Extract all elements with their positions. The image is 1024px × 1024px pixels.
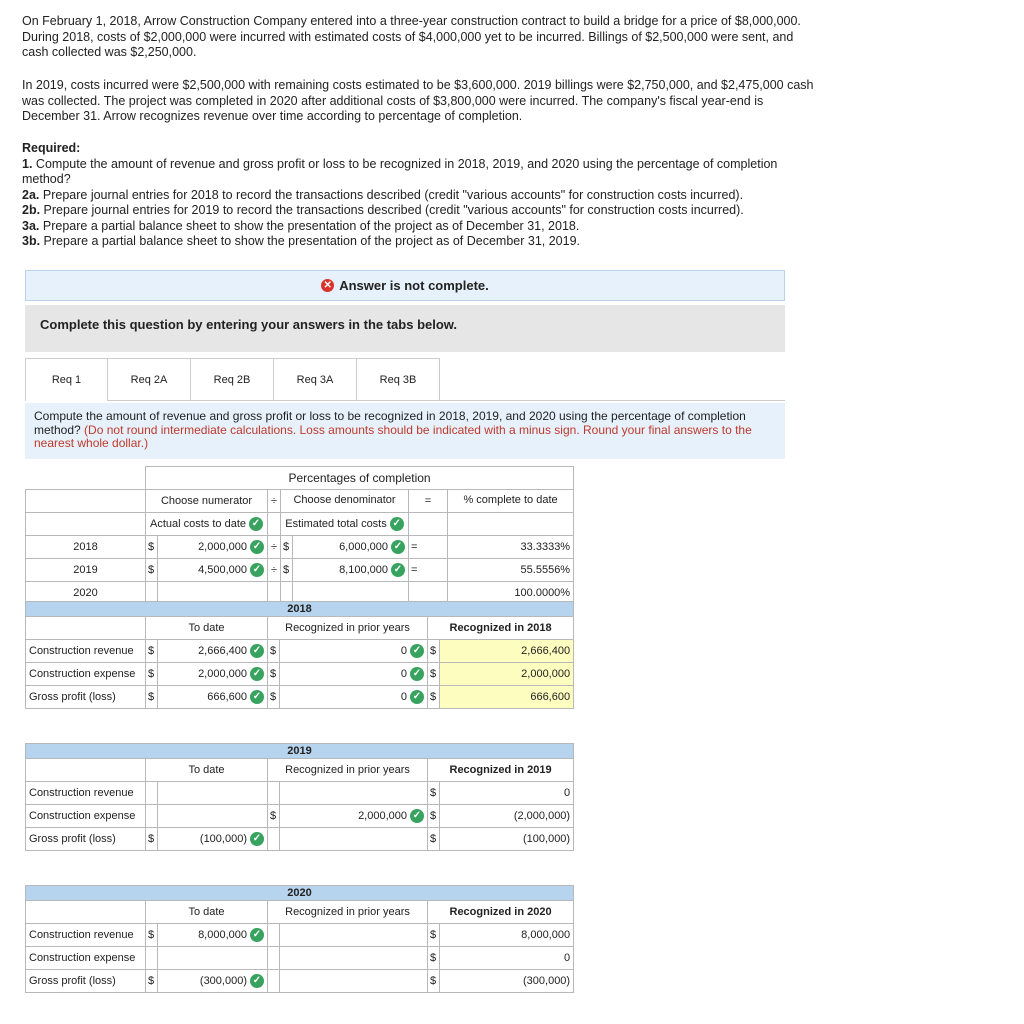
check-icon: ✓: [410, 667, 424, 681]
check-icon: ✓: [390, 517, 404, 531]
revenue-prior-2020[interactable]: [280, 924, 428, 947]
table-row: Gross profit (loss) $ (100,000) ✓ $ (100,000): [26, 828, 574, 851]
requirement-2b: 2b. Prepare journal entries for 2019 to record the transactions described (credit "various accounts" for construction costs incurred).: [22, 203, 744, 217]
year-header-2018: 2018: [26, 602, 574, 617]
table-row: 2018 $ 2,000,000 ✓ ÷ $ 6,000,000 ✓ = 33.3333%: [26, 535, 574, 558]
gp-prior-2020[interactable]: [280, 970, 428, 993]
requirement-tabs: [25, 358, 440, 401]
check-icon: ✓: [250, 644, 264, 658]
numerator-select[interactable]: Actual costs to date ✓: [146, 512, 268, 535]
table-row: Construction revenue $ 0: [26, 782, 574, 805]
result-header: % complete to date: [448, 489, 574, 512]
question-instruction: [25, 403, 785, 459]
gp-to-date-2018[interactable]: 666,600 ✓: [158, 686, 268, 709]
percent-completion-table: [25, 466, 574, 605]
check-icon: ✓: [250, 563, 264, 577]
table-row: Gross profit (loss) $ 666,600 ✓ $ 0 ✓ $ 666,600: [26, 686, 574, 709]
recognition-table-2018: 2018 To date Recognized in prior years Recognized in 2018 Construction revenue $ 2,666,400 ✓ $ 0 ✓ $ 2,666,400 Construction expense $ 2,000,000 ✓ $ 0 ✓ $ 2,000,000 Gross profit (loss) $ 666,600 ✓ $ 0 ✓ $ 666,600: [25, 601, 574, 709]
denominator-header: Choose denominator: [281, 489, 409, 512]
check-icon: ✓: [250, 540, 264, 554]
check-icon: ✓: [249, 517, 263, 531]
problem-paragraph-1: On February 1, 2018, Arrow Construction Company entered into a three-year construction contract to build a bridge for a price of $8,000,000. During 2018, costs of $2,000,000 were incurred with estimated costs of $4,000,000 yet to be incurred. Billings of $2,500,000 were sent, and cash collected was $2,250,000.: [22, 14, 801, 59]
requirement-3b: 3b. Prepare a partial balance sheet to show the presentation of the project as of December 31, 2019.: [22, 234, 580, 248]
tab-req-3a[interactable]: Req 3A: [274, 358, 357, 401]
check-icon: ✓: [250, 832, 264, 846]
numerator-input-2018[interactable]: 2,000,000 ✓: [158, 535, 268, 558]
tabs-divider: [108, 400, 785, 401]
check-icon: ✓: [391, 563, 405, 577]
tab-req-2b[interactable]: Req 2B: [191, 358, 274, 401]
expense-prior-2018[interactable]: 0 ✓: [280, 663, 428, 686]
check-icon: ✓: [410, 644, 424, 658]
table-row: Gross profit (loss) $ (300,000) ✓ $ (300,000): [26, 970, 574, 993]
recognition-table-2020: 2020 To date Recognized in prior years Recognized in 2020 Construction revenue $ 8,000,000 ✓ $ 8,000,000 Construction expense $ 0 Gross profit (loss) $ (300,000) ✓ $ (300,000): [25, 885, 574, 993]
revenue-to-date-2020[interactable]: 8,000,000 ✓: [158, 924, 268, 947]
table-row: Construction revenue $ 2,666,400 ✓ $ 0 ✓ $ 2,666,400: [26, 640, 574, 663]
table-row: 2019 $ 4,500,000 ✓ ÷ $ 8,100,000 ✓ = 55.5556%: [26, 558, 574, 581]
divide-symbol: ÷: [268, 489, 281, 512]
gp-to-date-2019[interactable]: (100,000) ✓: [158, 828, 268, 851]
problem-paragraph-2: In 2019, costs incurred were $2,500,000 with remaining costs estimated to be $3,600,000. 2019 billings were $2,750,000, and $2,475,000 cash was collected. The project was completed in 2020 after additional costs of $3,800,000 were incurred. The company's fiscal year-end is December 31. Arrow recognizes revenue over time according to percentage of completion.: [22, 78, 814, 123]
table-row: Construction expense $ 2,000,000 ✓ $ (2,000,000): [26, 805, 574, 828]
table-row: Construction expense $ 2,000,000 ✓ $ 0 ✓ $ 2,000,000: [26, 663, 574, 686]
expense-to-date-2019[interactable]: [158, 805, 268, 828]
check-icon: ✓: [410, 809, 424, 823]
table-row: 2020 100.0000%: [26, 581, 574, 604]
gp-prior-2019[interactable]: [280, 828, 428, 851]
gp-prior-2018[interactable]: 0 ✓: [280, 686, 428, 709]
requirement-2a: 2a. Prepare journal entries for 2018 to record the transactions described (credit "various accounts" for construction costs incurred).: [22, 187, 744, 202]
pct-title: Percentages of completion: [146, 467, 574, 490]
numerator-input-2019[interactable]: 4,500,000 ✓: [158, 558, 268, 581]
table-row: Construction expense $ 0: [26, 947, 574, 970]
expense-to-date-2018[interactable]: 2,000,000 ✓: [158, 663, 268, 686]
requirement-1: 1. Compute the amount of revenue and gross profit or loss to be recognized in 2018, 2019, and 2020 using the percentage of completion method?: [22, 156, 778, 186]
denominator-input-2019[interactable]: 8,100,000 ✓: [293, 558, 409, 581]
check-icon: ✓: [250, 974, 264, 988]
requirements: [22, 141, 822, 250]
revenue-to-date-2019[interactable]: [158, 782, 268, 805]
check-icon: ✓: [250, 928, 264, 942]
required-heading: Required:: [22, 141, 81, 155]
instruction-note: (Do not round intermediate calculations. Loss amounts should be indicated with a minus sign. Round your final answers to the nearest whole dollar.): [34, 422, 752, 450]
x-circle-icon: ✕: [321, 279, 334, 292]
expense-prior-2020[interactable]: [280, 947, 428, 970]
gp-to-date-2020[interactable]: (300,000) ✓: [158, 970, 268, 993]
answer-status-banner: [25, 270, 785, 301]
check-icon: ✓: [391, 540, 405, 554]
tab-req-1[interactable]: Req 1: [25, 358, 108, 401]
revenue-to-date-2018[interactable]: 2,666,400 ✓: [158, 640, 268, 663]
denominator-select[interactable]: Estimated total costs ✓: [281, 512, 409, 535]
equals-symbol: =: [409, 489, 448, 512]
tab-req-3b[interactable]: Req 3B: [357, 358, 440, 401]
instructions-box: [25, 305, 785, 352]
complete-instruction-text: Complete this question by entering your answers in the tabs below.: [40, 317, 458, 332]
year-header-2019: 2019: [26, 744, 574, 759]
table-row: Construction revenue $ 8,000,000 ✓ $ 8,000,000: [26, 924, 574, 947]
check-icon: ✓: [250, 690, 264, 704]
recognition-table-2019: 2019 To date Recognized in prior years Recognized in 2019 Construction revenue $ 0 Construction expense $ 2,000,000 ✓ $ (2,000,000) Gross profit (loss) $ (100,000) ✓ $ (100,000): [25, 743, 574, 851]
check-icon: ✓: [250, 667, 264, 681]
revenue-prior-2018[interactable]: 0 ✓: [280, 640, 428, 663]
requirement-3a: 3a. Prepare a partial balance sheet to show the presentation of the project as of December 31, 2018.: [22, 218, 580, 233]
expense-prior-2019[interactable]: 2,000,000 ✓: [280, 805, 428, 828]
answer-status-text: Answer is not complete.: [339, 278, 489, 293]
revenue-prior-2019[interactable]: [280, 782, 428, 805]
year-header-2020: 2020: [26, 886, 574, 901]
numerator-header: Choose numerator: [146, 489, 268, 512]
instruction-main: Compute the amount of revenue and gross profit or loss to be recognized in 2018, 2019, and 2020 using the percentage of completion method?: [34, 409, 746, 437]
tab-req-2a[interactable]: Req 2A: [108, 358, 191, 401]
denominator-input-2018[interactable]: 6,000,000 ✓: [293, 535, 409, 558]
expense-to-date-2020[interactable]: [158, 947, 268, 970]
check-icon: ✓: [410, 690, 424, 704]
